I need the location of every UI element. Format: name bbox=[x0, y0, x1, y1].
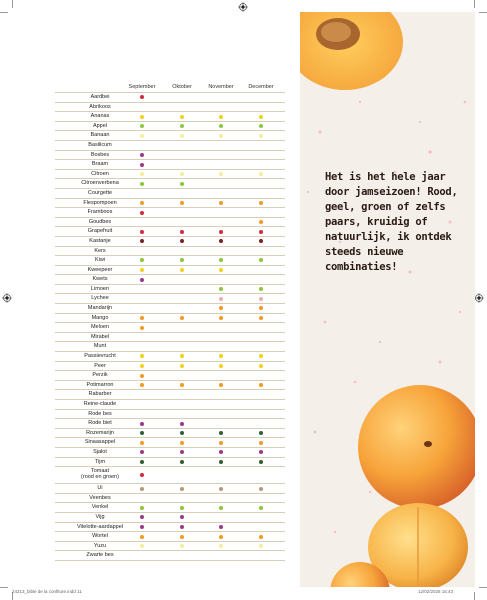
season-dot bbox=[219, 201, 223, 205]
season-dot bbox=[219, 239, 223, 243]
produce-name: Kers bbox=[94, 247, 106, 254]
produce-name: Basilicum bbox=[88, 141, 112, 148]
table-row bbox=[55, 428, 285, 438]
season-dot bbox=[180, 201, 184, 205]
produce-name: Mango bbox=[91, 314, 109, 321]
season-dot bbox=[140, 383, 144, 387]
table-row bbox=[55, 322, 285, 332]
season-dot bbox=[140, 134, 144, 138]
table-row bbox=[55, 418, 285, 428]
produce-name: Reine-claude bbox=[83, 401, 117, 407]
produce-name: Mirabel bbox=[90, 333, 110, 340]
season-dot bbox=[140, 441, 144, 445]
season-dot bbox=[180, 230, 184, 234]
season-dot bbox=[219, 364, 223, 368]
produce-name: Meloen bbox=[90, 324, 110, 331]
table-row bbox=[55, 130, 285, 140]
produce-name: Lychee bbox=[91, 295, 109, 302]
table-row bbox=[55, 303, 285, 313]
season-dot bbox=[180, 182, 184, 186]
produce-name: Rode bes bbox=[88, 410, 112, 417]
table-row bbox=[55, 246, 285, 256]
season-dot bbox=[140, 163, 144, 167]
season-dot bbox=[180, 535, 184, 539]
season-dot bbox=[180, 383, 184, 387]
produce-name: Passievrucht bbox=[84, 353, 116, 360]
produce-name: Kastanje bbox=[89, 237, 111, 244]
produce-name: Kweepeer bbox=[87, 266, 113, 273]
seasonal-calendar-table bbox=[55, 84, 285, 561]
season-dot bbox=[259, 544, 263, 548]
season-dot bbox=[259, 383, 263, 387]
crop-mark bbox=[479, 587, 487, 588]
produce-name: Abrikoos bbox=[89, 103, 111, 110]
produce-name: Grapefruit bbox=[87, 228, 113, 235]
table-row bbox=[55, 274, 285, 284]
season-dot bbox=[140, 326, 144, 330]
table-row bbox=[55, 111, 285, 121]
season-dot bbox=[140, 115, 144, 119]
table-row bbox=[55, 351, 285, 361]
season-dot bbox=[219, 172, 223, 176]
table-row bbox=[55, 226, 285, 236]
season-dot bbox=[259, 535, 263, 539]
table-row bbox=[55, 284, 285, 294]
season-dot bbox=[259, 258, 263, 262]
produce-name: Vijg bbox=[95, 513, 105, 520]
season-dot bbox=[219, 124, 223, 128]
produce-name: Perzik bbox=[92, 372, 108, 379]
produce-name: Rozemarijn bbox=[86, 429, 114, 436]
season-dot bbox=[259, 450, 263, 454]
season-dot bbox=[259, 364, 263, 368]
produce-name: Flespompoen bbox=[83, 199, 117, 206]
crop-mark bbox=[474, 592, 475, 600]
season-dot bbox=[140, 515, 144, 519]
table-row bbox=[55, 502, 285, 512]
season-dot bbox=[219, 460, 223, 464]
season-dot bbox=[140, 374, 144, 378]
table-row bbox=[55, 188, 285, 198]
season-dot bbox=[180, 422, 184, 426]
produce-name: Mandarijn bbox=[87, 305, 113, 312]
table-row bbox=[55, 389, 285, 399]
season-dot bbox=[140, 211, 144, 215]
table-row bbox=[55, 332, 285, 342]
table-row bbox=[55, 457, 285, 467]
season-dot bbox=[219, 268, 223, 272]
season-dot bbox=[140, 431, 144, 435]
season-dot bbox=[219, 535, 223, 539]
season-dot bbox=[140, 422, 144, 426]
season-dot bbox=[259, 220, 263, 224]
season-dot bbox=[140, 124, 144, 128]
season-dot bbox=[180, 460, 184, 464]
season-dot bbox=[180, 450, 184, 454]
table-row bbox=[55, 493, 285, 503]
season-dot bbox=[140, 354, 144, 358]
season-dot bbox=[180, 515, 184, 519]
season-dot bbox=[259, 134, 263, 138]
season-dot bbox=[180, 172, 184, 176]
table-row bbox=[55, 550, 285, 560]
season-dot bbox=[259, 201, 263, 205]
apricot-photo bbox=[300, 12, 475, 587]
table-body bbox=[55, 92, 285, 561]
produce-name: Tomaat (rood en groen) bbox=[81, 468, 119, 481]
table-bottom-rule bbox=[55, 560, 285, 561]
produce-name: Framboos bbox=[87, 209, 113, 216]
table-row bbox=[55, 466, 285, 483]
produce-name: Sinaasappel bbox=[84, 439, 116, 446]
produce-name: Citroenverbena bbox=[81, 180, 119, 187]
month-header: Oktober bbox=[172, 84, 192, 90]
produce-name: Zwarte bes bbox=[86, 552, 114, 559]
season-dot bbox=[180, 239, 184, 243]
produce-name: Sjalot bbox=[93, 448, 107, 455]
season-dot bbox=[140, 258, 144, 262]
season-dot bbox=[180, 258, 184, 262]
season-dot bbox=[140, 268, 144, 272]
crop-mark bbox=[0, 12, 8, 13]
season-dot bbox=[219, 258, 223, 262]
table-row bbox=[55, 140, 285, 150]
season-dot bbox=[140, 153, 144, 157]
season-dot bbox=[140, 525, 144, 529]
apricot-illustration-icon bbox=[300, 12, 475, 587]
produce-name: Citroen bbox=[91, 170, 109, 177]
season-dot bbox=[259, 287, 263, 291]
season-dot bbox=[259, 487, 263, 491]
season-dot bbox=[219, 115, 223, 119]
produce-name: Potimarron bbox=[86, 381, 114, 388]
table-row bbox=[55, 341, 285, 351]
produce-name: Peer bbox=[94, 362, 106, 369]
table-row bbox=[55, 265, 285, 275]
produce-name: Goudbes bbox=[88, 218, 112, 225]
season-dot bbox=[219, 441, 223, 445]
produce-name: Aardbei bbox=[90, 94, 110, 100]
season-dot bbox=[259, 354, 263, 358]
season-dot bbox=[140, 535, 144, 539]
table-row bbox=[55, 512, 285, 522]
season-dot bbox=[259, 316, 263, 320]
season-dot bbox=[140, 506, 144, 510]
produce-name: Appel bbox=[92, 122, 108, 129]
table-row bbox=[55, 399, 285, 409]
table-row bbox=[55, 361, 285, 371]
season-dot bbox=[259, 431, 263, 435]
season-dot bbox=[140, 95, 144, 99]
season-dot bbox=[180, 115, 184, 119]
table-row bbox=[55, 150, 285, 160]
produce-name: Braam bbox=[91, 161, 109, 168]
produce-name: Kiwi bbox=[94, 257, 106, 264]
season-dot bbox=[259, 230, 263, 234]
table-row bbox=[55, 409, 285, 419]
table-row bbox=[55, 522, 285, 532]
table-row bbox=[55, 370, 285, 380]
season-dot bbox=[180, 441, 184, 445]
produce-name: Ananas bbox=[90, 113, 110, 120]
table-row bbox=[55, 236, 285, 246]
season-dot bbox=[180, 487, 184, 491]
season-dot bbox=[140, 230, 144, 234]
season-dot bbox=[180, 506, 184, 510]
table-row bbox=[55, 207, 285, 217]
produce-name: Bosbes bbox=[90, 151, 110, 158]
season-dot bbox=[219, 134, 223, 138]
produce-name: Rabarber bbox=[88, 391, 112, 398]
table-row bbox=[55, 447, 285, 457]
season-dot bbox=[259, 172, 263, 176]
registration-mark-left-icon bbox=[2, 293, 12, 303]
table-row bbox=[55, 313, 285, 323]
footer-timestamp: 12/02/2025 15:43 bbox=[418, 589, 454, 594]
season-dot bbox=[180, 525, 184, 529]
season-dot bbox=[219, 431, 223, 435]
produce-name: Vitelotte-aardappel bbox=[76, 523, 124, 530]
crop-mark bbox=[474, 0, 475, 8]
headline-text: Het is het hele jaar door jamseizoen! Rood, geel, groen of zelfs paars, kruidig of natuurlijk, ik ontdek steeds nieuwe combinaties! bbox=[325, 171, 458, 273]
table-header bbox=[55, 84, 285, 92]
season-dot bbox=[259, 297, 263, 301]
season-dot bbox=[219, 525, 223, 529]
season-dot bbox=[259, 239, 263, 243]
table-row bbox=[55, 437, 285, 447]
season-dot bbox=[180, 316, 184, 320]
table-row bbox=[55, 380, 285, 390]
month-header: December bbox=[248, 84, 274, 90]
registration-mark-top-icon bbox=[238, 2, 248, 12]
produce-name: Venkel bbox=[91, 504, 109, 511]
season-dot bbox=[180, 354, 184, 358]
season-dot bbox=[140, 182, 144, 186]
produce-name: Banaan bbox=[90, 132, 110, 139]
produce-name: Courgette bbox=[87, 189, 113, 196]
month-header: November bbox=[208, 84, 234, 90]
table-row bbox=[55, 217, 285, 227]
season-dot bbox=[180, 431, 184, 435]
season-dot bbox=[219, 297, 223, 301]
season-dot bbox=[219, 287, 223, 291]
season-dot bbox=[140, 239, 144, 243]
season-dot bbox=[219, 544, 223, 548]
registration-mark-right-icon bbox=[474, 293, 484, 303]
season-dot bbox=[180, 124, 184, 128]
season-dot bbox=[259, 441, 263, 445]
crop-mark bbox=[0, 587, 8, 588]
produce-name: Kwets bbox=[92, 276, 108, 283]
table-row bbox=[55, 198, 285, 208]
season-dot bbox=[259, 306, 263, 310]
produce-name: Munt bbox=[93, 343, 107, 350]
season-dot bbox=[219, 506, 223, 510]
table-row bbox=[55, 102, 285, 112]
season-dot bbox=[219, 306, 223, 310]
table-row bbox=[55, 255, 285, 265]
table-row bbox=[55, 541, 285, 551]
footer-file-label: 24213_bible de la confiture.indd 11 bbox=[12, 589, 82, 594]
season-dot bbox=[259, 115, 263, 119]
season-dot bbox=[140, 473, 144, 477]
produce-name: Limoen bbox=[90, 285, 110, 292]
season-dot bbox=[219, 354, 223, 358]
season-dot bbox=[219, 316, 223, 320]
season-dot bbox=[219, 450, 223, 454]
season-dot bbox=[140, 172, 144, 176]
month-header: September bbox=[128, 84, 156, 90]
produce-name: Rode biet bbox=[88, 420, 112, 427]
season-dot bbox=[140, 364, 144, 368]
season-dot bbox=[180, 268, 184, 272]
produce-name: Tijm bbox=[94, 458, 106, 465]
produce-name: Veenbes bbox=[89, 494, 111, 501]
crop-mark bbox=[12, 0, 13, 8]
season-dot bbox=[140, 450, 144, 454]
season-dot bbox=[140, 487, 144, 491]
table-row bbox=[55, 178, 285, 188]
season-dot bbox=[140, 278, 144, 282]
table-row bbox=[55, 531, 285, 541]
produce-name: Yuzu bbox=[93, 542, 107, 549]
season-dot bbox=[259, 506, 263, 510]
table-row bbox=[55, 121, 285, 131]
season-dot bbox=[140, 460, 144, 464]
season-dot bbox=[219, 487, 223, 491]
produce-name: Wortel bbox=[92, 533, 108, 540]
table-row bbox=[55, 483, 285, 493]
season-dot bbox=[219, 383, 223, 387]
table-row bbox=[55, 169, 285, 179]
season-dot bbox=[219, 230, 223, 234]
season-dot bbox=[180, 134, 184, 138]
produce-name: Ui bbox=[97, 485, 103, 492]
table-row bbox=[55, 92, 285, 102]
season-dot bbox=[140, 201, 144, 205]
table-row bbox=[55, 159, 285, 169]
season-dot bbox=[140, 544, 144, 548]
table-row bbox=[55, 293, 285, 303]
season-dot bbox=[180, 544, 184, 548]
crop-mark bbox=[479, 12, 487, 13]
season-dot bbox=[140, 316, 144, 320]
season-dot bbox=[259, 460, 263, 464]
season-dot bbox=[259, 124, 263, 128]
season-dot bbox=[180, 364, 184, 368]
